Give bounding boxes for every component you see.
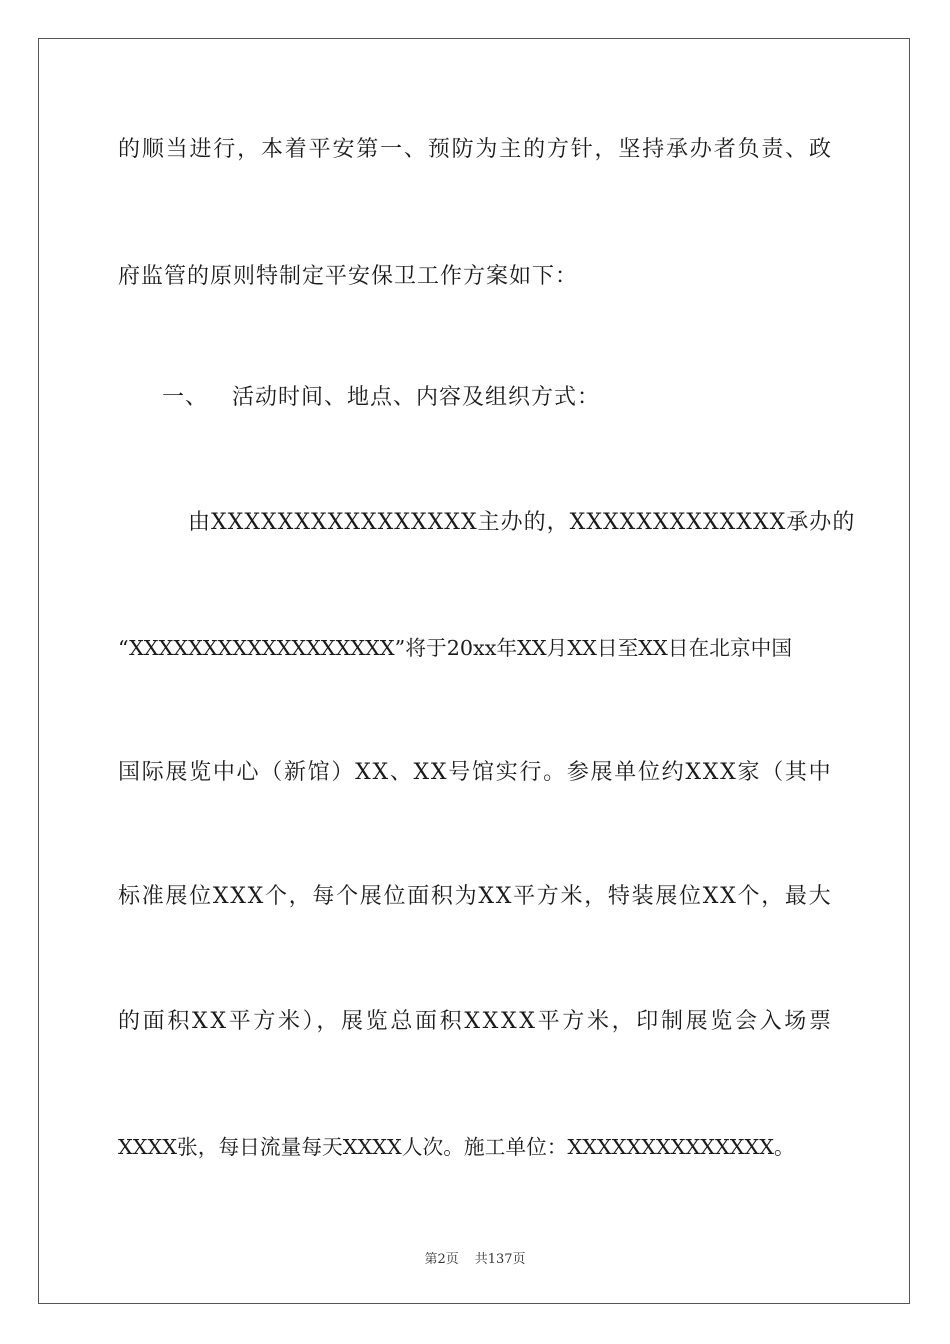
page-border [38, 38, 910, 1304]
page-footer [0, 1248, 950, 1267]
body-line-4-part: ， [546, 510, 570, 535]
body-line-1: 的顺当进行，本着平安第一、预防为主的方针，坚持承办者负责、政 [118, 137, 833, 162]
page-number: 第2页 [424, 1252, 459, 1267]
body-line-5: “XXXXXXXXXXXXXXXXXX”将于20xx年XX月XX日至XX日在北京中国 [118, 636, 793, 660]
page-total: 共137页 [474, 1252, 526, 1267]
section-title: 活动时间、地点、内容及组织方式： [232, 385, 601, 410]
body-line-9: XXXX张，每日流量每天XXXX人次。施工单位：XXXXXXXXXXXXXX。 [118, 1135, 795, 1159]
section-number: 一、 [162, 385, 209, 410]
body-line-4-part: XXXXXXXXXXXXXXXX [211, 510, 478, 535]
body-line-2: 府监管的原则特制定平安保卫工作方案如下： [118, 264, 579, 289]
body-line-4-part: 办 [809, 510, 833, 535]
body-line-8: 的面积XX平方米），展览总面积XXXX平方米，印制展览会入场票 [118, 1009, 834, 1034]
body-line-4-part: 办 [500, 510, 524, 535]
body-line-4-part: 由 [188, 510, 212, 535]
section-heading [162, 383, 600, 413]
body-line-4-part: 主 [477, 510, 501, 535]
body-line-6: 国际展览中心（新馆）XX、XX号馆实行。参展单位约XXX家（其中 [118, 760, 833, 785]
body-line-7: 标准展位XXX个，每个展位面积为XX平方米，特装展位XX个，最大 [118, 884, 833, 909]
body-line-4-part: 的 [523, 510, 547, 535]
body-line-4-part: XXXXXXXXXXXXX [569, 510, 787, 535]
body-line-4-part: 的 [832, 510, 856, 535]
body-line-4 [188, 508, 856, 538]
body-line-4-part: 承 [786, 510, 810, 535]
